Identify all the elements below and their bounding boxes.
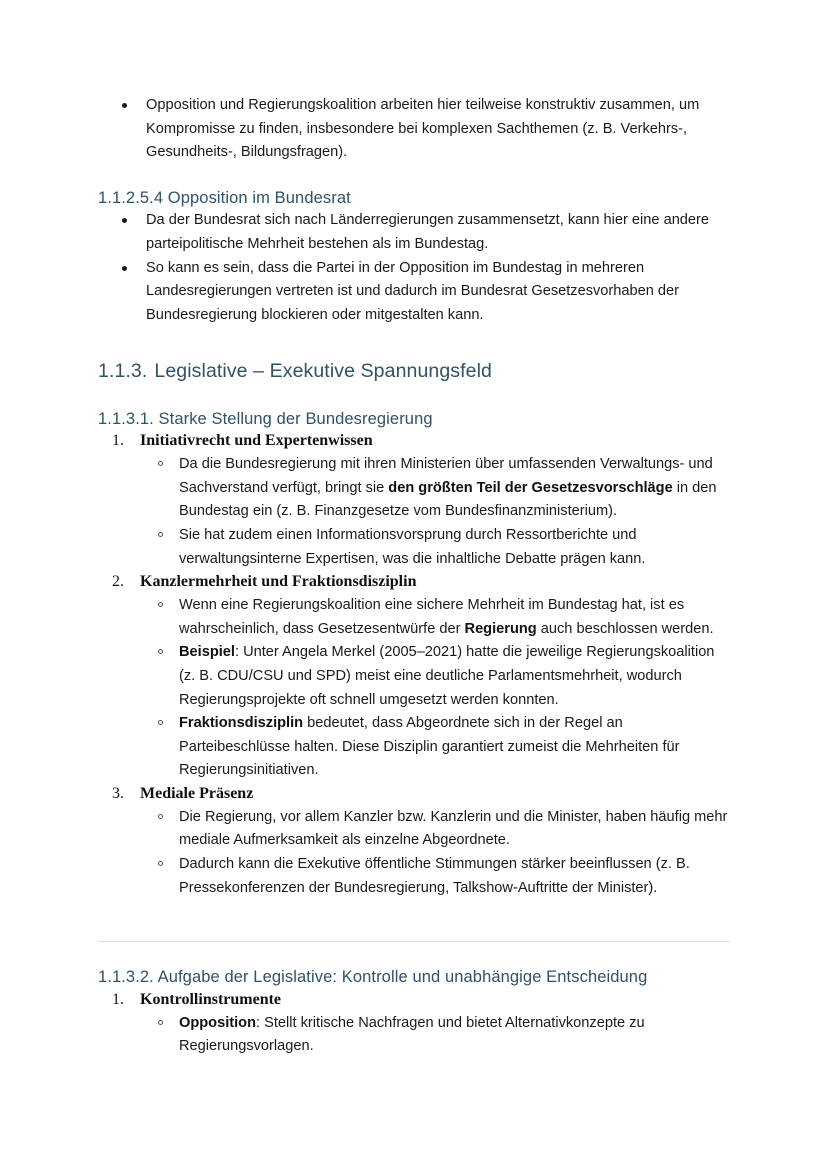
body-text: in den Bundestag ein (z. B. Finanzgesetze vom Bundesfinanzministerium).: [179, 479, 717, 520]
ordered-list-item: [98, 783, 730, 900]
heading-spannungsfeld-number: 1.1.3.: [98, 359, 148, 382]
ordered-list-item-title: Initiativrecht und Expertenwissen: [140, 432, 373, 450]
sub-bullet-list: [140, 1012, 730, 1059]
heading-starke-stellung: 1.1.3.1. Starke Stellung der Bundesregierung: [98, 409, 433, 428]
intro-bullet-list: [98, 94, 730, 165]
body-text: Da die Bundesregierung mit ihren Ministerien über umfassenden Verwaltungs- und Sachverstand verfügt, bringt sie: [179, 456, 713, 496]
sub-bullet-list: [140, 594, 730, 783]
sub-list-item: [140, 594, 730, 641]
ordered-list-item: [98, 571, 730, 783]
emphasis-text: Beispiel: [179, 644, 235, 661]
sub-list-item: [140, 453, 730, 524]
heading-block-opposition-bundesrat: [98, 188, 730, 209]
heading-opposition-bundesrat: 1.1.2.5.4 Opposition im Bundesrat: [98, 188, 351, 207]
body-text: auch beschlossen werden.: [536, 620, 714, 637]
heading-spannungsfeld: [98, 359, 730, 384]
sub-bullet-list: [140, 453, 730, 571]
sub-list-item: [140, 1012, 730, 1059]
list-item: Da der Bundesrat sich nach Länderregierungen zusammensetzt, kann hier eine andere parteipolitische Mehrheit bestehen als im Bundestag.: [98, 209, 730, 256]
ordered-list-item-title: Kontrollinstrumente: [140, 990, 282, 1008]
starke-stellung-ordered-list: [98, 430, 730, 900]
heading-aufgabe-legislative: 1.1.3.2. Aufgabe der Legislative: Kontrolle und unabhängige Entscheidung: [98, 968, 648, 987]
opposition-bundesrat-bullet-list: [98, 209, 730, 327]
list-item: Opposition und Regierungskoalition arbeiten hier teilweise konstruktiv zusammen, um Kompromisse zu finden, insbesondere bei komplexen Sachthemen (z. B. Verkehrs-, Gesundheits-, Bildungsfragen).: [98, 94, 730, 165]
body-text: : Stellt kritische Nachfragen und bietet Alternativkonzepte zu Regierungsvorlagen.: [179, 1014, 645, 1055]
list-item: So kann es sein, dass die Partei in der Opposition im Bundestag in mehreren Landesregierungen vertreten ist und dadurch im Bundesrat Gesetzesvorhaben der Bundesregierung blockieren oder mitgestalten kann.: [98, 257, 730, 328]
sub-bullet-list: [140, 806, 730, 901]
section-divider-wrapper: [98, 941, 730, 942]
heading-block-starke-stellung: [98, 409, 730, 430]
sub-list-item: [140, 712, 730, 783]
ordered-list-item: [98, 989, 730, 1059]
body-text: Wenn eine Regierungskoalition eine sichere Mehrheit im Bundestag hat, ist es wahrscheinlich, dass Gesetzesentwürfe der: [179, 596, 685, 637]
horizontal-divider: [98, 941, 730, 942]
emphasis-text: Fraktionsdisziplin: [179, 715, 304, 732]
body-text: Dadurch kann die Exekutive öffentliche Stimmungen stärker beeinflussen (z. B. Pressekonferenzen der Bundesregierung, Talkshow-Auftritte der Minister).: [179, 856, 690, 896]
sub-list-item: [140, 641, 730, 712]
sub-list-item: [140, 806, 730, 853]
sub-list-item: [140, 524, 730, 571]
emphasis-text: Opposition: [179, 1014, 257, 1031]
sub-list-item: [140, 853, 730, 900]
ordered-list-item-title: Kanzlermehrheit und Fraktionsdisziplin: [140, 573, 417, 591]
heading-block-aufgabe-legislative: [98, 967, 730, 988]
body-text: Sie hat zudem einen Informationsvorsprung durch Ressortberichte und verwaltungsinterne Expertisen, was die inhaltliche Debatte prägen kann.: [179, 526, 646, 567]
body-text: Die Regierung, vor allem Kanzler bzw. Kanzlerin und die Minister, haben häufig mehr mediale Aufmerksamkeit als einzelne Abgeordnete.: [179, 808, 728, 849]
body-text: : Unter Angela Merkel (2005–2021) hatte die jeweilige Regierungskoalition (z. B. CDU/CSU und SPD) meist eine deutliche Parlamentsmehrheit, wodurch Regierungsprojekte oft schnell umgesetzt werden konnten.: [179, 644, 715, 708]
ordered-list-item: [98, 430, 730, 571]
heading-spannungsfeld-title: Legislative – Exekutive Spannungsfeld: [154, 359, 492, 382]
aufgabe-legislative-ordered-list: [98, 989, 730, 1059]
emphasis-text: Regierung: [464, 620, 537, 637]
ordered-list-item-title: Mediale Präsenz: [140, 785, 254, 803]
emphasis-text: den größten Teil der Gesetzesvorschläge: [388, 479, 673, 496]
heading-block-spannungsfeld: [98, 359, 730, 384]
body-text: bedeutet, dass Abgeordnete sich in der Regel an Parteibeschlüsse halten. Diese Disziplin garantiert zumeist die Mehrheiten für Regierungsinitiativen.: [179, 715, 680, 779]
